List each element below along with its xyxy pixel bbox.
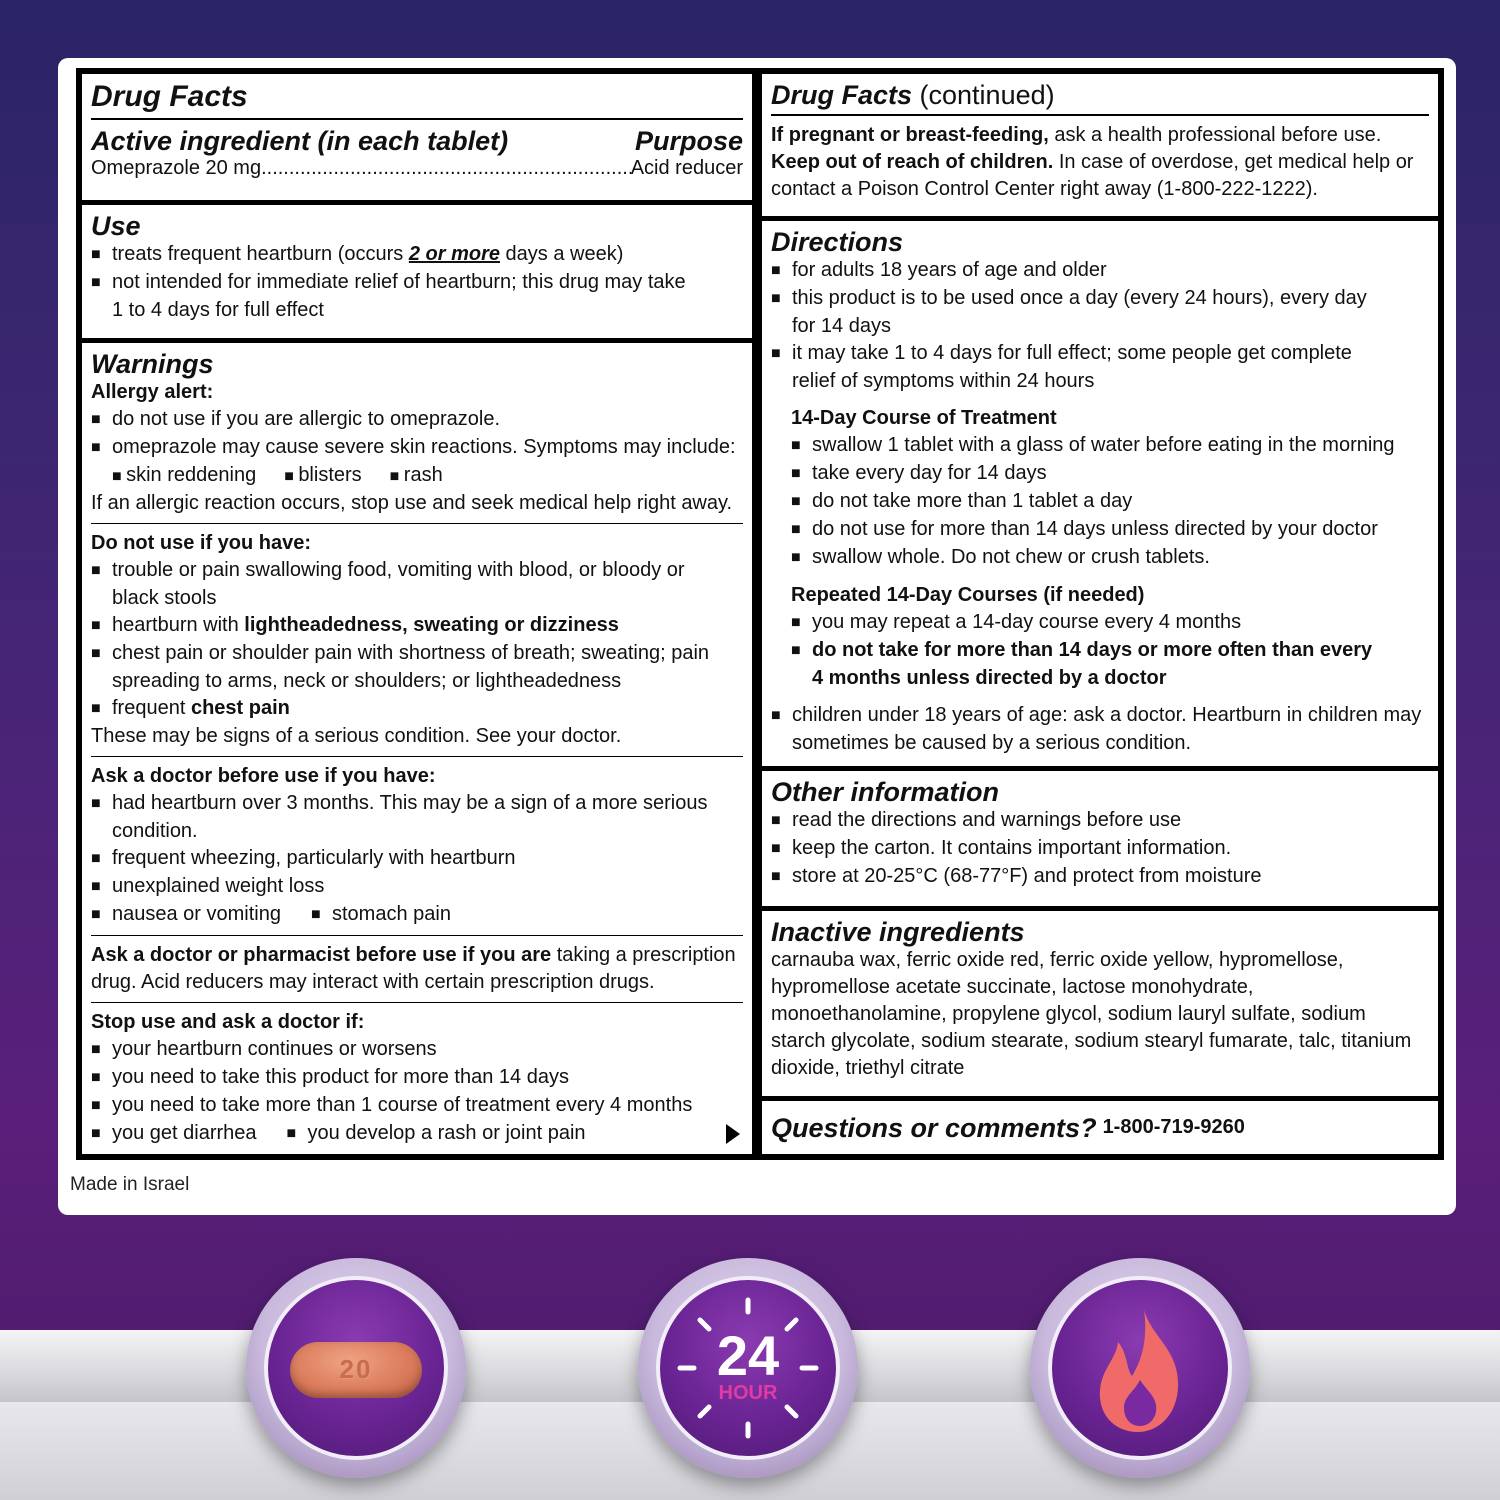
right-column: [762, 74, 1438, 1154]
inactive-ingredients-heading: Inactive ingredients: [771, 917, 1025, 947]
directions-heading: Directions: [771, 227, 904, 257]
questions-phone: 1-800-719-9260: [1102, 1116, 1245, 1138]
questions-label: Questions or comments?: [771, 1112, 1097, 1143]
flame-icon: [1052, 1280, 1228, 1456]
drug-facts-card: [58, 58, 1456, 1215]
warnings-heading: Warnings: [91, 349, 214, 379]
tablet-icon: 20: [290, 1342, 422, 1398]
made-in-label: Made in Israel: [70, 1174, 190, 1195]
use-heading: Use: [91, 211, 141, 242]
active-ingredient-heading: Active ingredient (in each tablet): [91, 126, 509, 156]
continued-title: Drug Facts: [771, 80, 913, 110]
other-information-section: Other information ■ read the directions and warnings before use ■ keep the carton. It contains important information. ■ store at 20-25°C (68-77°F) and protect from moisture: [762, 771, 1438, 906]
continue-arrow-icon: [726, 1124, 740, 1144]
use-section: Use ■ treats frequent heartburn (occurs 2 or more days a week) ■ not intended for immediate relief of heartburn; this drug may take 1 to 4 days for full effect: [82, 205, 752, 338]
active-ingredient-section: [82, 74, 752, 200]
warnings-section: Warnings Allergy alert: ■ do not use if you are allergic to omeprazole. ■ omeprazole may cause severe skin reactions. Symptoms may include: ■ skin reddening ■ blisters ■ rash If an allergic reaction occurs, stop use and seek medical help right away. Do not use if you have: ■ trouble or pain swallowing food, vomiting with blood, or bloody or black stools ■ heartburn with lightheadedness, sweating or dizziness ■ chest pain or shoulder pain with shortness of breath; sweating; pain spreading to arms, neck or shoulders; or lightheadedness ■ frequent chest pain These may be signs of a serious condition. See your doctor. Ask a doctor before use if you have: ■ had heartburn over 3 months. This may be a sign of a more serious condition. ■ frequent wheezing, particularly with heartburn ■ unexplained weight loss ■ nausea or vomiting ■ stomach pain Ask a doctor or pharmacist before use if you are taking a prescription drug. Acid reducers may interact with certain prescription drugs. Stop use and ask a doctor if: ■ your heartburn continues or worsens ■ you need to take this product for more than 14 days ■ you need to take more than 1 course of treatment every 4 months ■ you get diarrhea ■ you develop a rash or joint pain: [82, 343, 752, 1154]
ingredient-name: Omeprazole 20 mg: [91, 157, 262, 179]
purpose-heading: Purpose: [634, 126, 743, 156]
clock-unit: HOUR: [718, 1382, 778, 1404]
questions-section: [762, 1101, 1438, 1154]
other-information-heading: Other information: [771, 777, 999, 807]
clock-24-hour-icon: [656, 1276, 840, 1460]
drug-facts-title: Drug Facts: [91, 80, 248, 113]
left-column: [82, 74, 752, 1154]
clock-number: 24: [716, 1324, 780, 1387]
directions-section: Directions ■ for adults 18 years of age and older ■ this product is to be used once a day (every 24 hours), every day for 14 days ■ it may take 1 to 4 days for full effect; some people get complete relief of symptoms within 24 hours 14-Day Course of Treatment ■ swallow 1 tablet with a glass of water before eating in the morning ■ take every day for 14 days ■ do not take more than 1 tablet a day ■ do not use for more than 14 days unless directed by your doctor ■ swallow whole. Do not chew or crush tablets. Repeated 14-Day Courses (if needed) ■ you may repeat a 14-day course every 4 months ■ do not take for more than 14 days or more often than every 4 months unless directed by a doctor ■ children under 18 years of age: ask a doctor. Heartburn in children may sometimes be caused by a serious condition.: [762, 221, 1438, 766]
flame-badge: [1030, 1258, 1250, 1478]
inactive-ingredients-section: Inactive ingredients carnauba wax, ferric oxide red, ferric oxide yellow, hypromellose, hypromellose acetate succinate, lactose monohydrate, monoethanolamine, propylene glycol, sodium lauryl sulfate, sodium starch glycolate, sodium stearate, sodium stearyl fumarate, talc, titanium dioxide, triethyl citrate: [762, 911, 1438, 1096]
ingredient-purpose: Acid reducer: [630, 157, 743, 179]
tablet-badge: [246, 1258, 466, 1478]
continued-section: Drug Facts (continued) If pregnant or breast-feeding, ask a health professional before use. Keep out of reach of children. In case of overdose, get medical help or contact a Poison Control Center right away (1-800-222-1222).: [762, 74, 1438, 216]
clock-badge: [638, 1258, 858, 1478]
drug-facts-label: [76, 68, 1444, 1160]
